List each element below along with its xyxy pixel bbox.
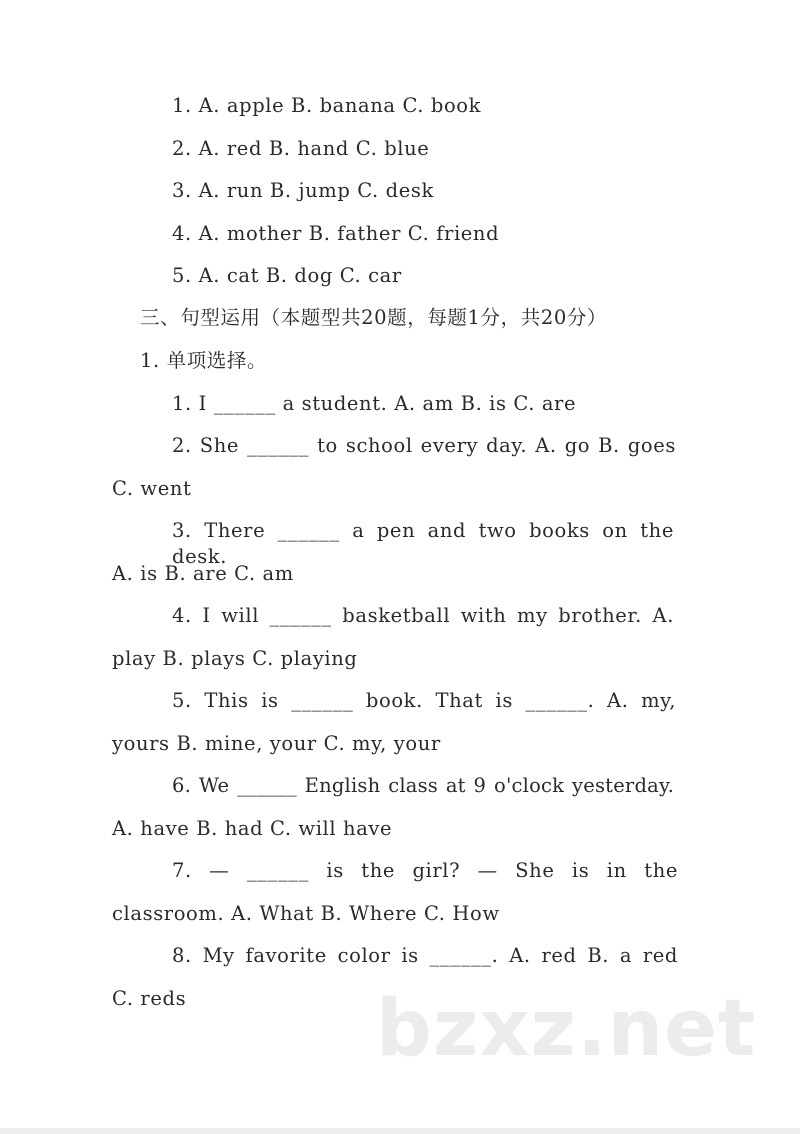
part2-item-4: 4. A. mother B. father C. friend: [172, 222, 500, 245]
question-6-line2: A. have B. had C. will have: [112, 817, 393, 840]
question-6-line1: 6. We ______ English class at 9 o'clock yesterday.: [172, 774, 674, 797]
part2-item-5: 5. A. cat B. dog C. car: [172, 264, 402, 287]
question-8-line2: C. reds: [112, 987, 187, 1010]
question-7-line1: 7. — ______ is the girl? — She is in the: [172, 859, 678, 882]
watermark-logo: bzxz.net: [376, 984, 757, 1074]
part2-item-1: 1. A. apple B. banana C. book: [172, 94, 482, 117]
question-5-line1: 5. This is ______ book. That is ______. A. my,: [172, 689, 676, 712]
question-5-line2: yours B. mine, your C. my, your: [112, 732, 441, 755]
question-2-line2: C. went: [112, 477, 192, 500]
question-4-line1: 4. I will ______ basketball with my brother. A.: [172, 604, 674, 627]
question-4-line2: play B. plays C. playing: [112, 647, 358, 670]
question-1-line1: 1. I ______ a student. A. am B. is C. are: [172, 392, 577, 415]
page-bottom-edge: [0, 1128, 800, 1134]
section3-heading: 三、句型运用（本题型共20题，每题1分，共20分）: [140, 306, 608, 329]
question-2-line1: 2. She ______ to school every day. A. go B. goes: [172, 434, 676, 457]
question-3-line1: 3. There ______ a pen and two books on the desk.: [172, 519, 674, 568]
question-8-line1: 8. My favorite color is ______. A. red B. a red: [172, 944, 678, 967]
question-3-line2: A. is B. are C. am: [112, 562, 294, 585]
subsection1-heading: 1. 单项选择。: [140, 349, 268, 372]
part2-item-2: 2. A. red B. hand C. blue: [172, 137, 430, 160]
question-7-line2: classroom. A. What B. Where C. How: [112, 902, 500, 925]
part2-item-3: 3. A. run B. jump C. desk: [172, 179, 434, 202]
